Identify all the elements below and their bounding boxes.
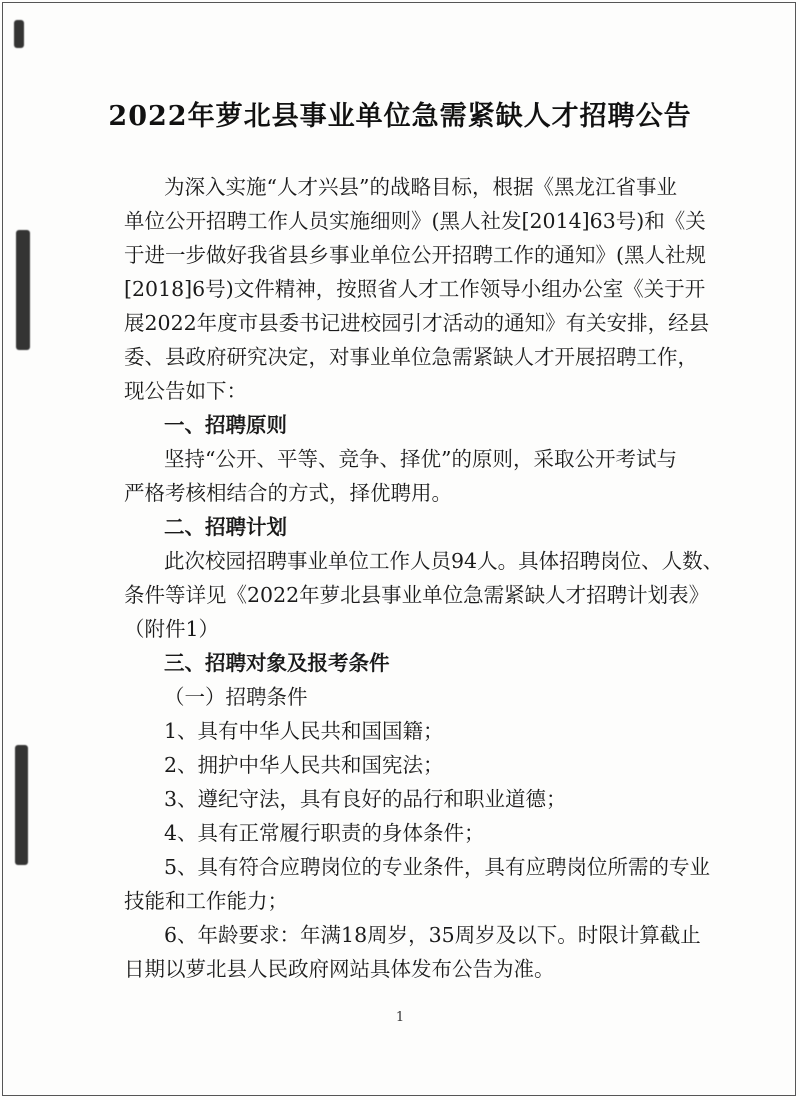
list-item: 2、拥护中华人民共和国宪法； — [164, 753, 444, 777]
list-item-continuation: 技能和工作能力； — [124, 889, 288, 913]
list-item: 5、具有符合应聘岗位的专业条件，具有应聘岗位所需的专业 — [164, 855, 711, 879]
page-number: 1 — [395, 1010, 405, 1025]
body-line: 为深入实施“人才兴县”的战略目标，根据《黑龙江省事业 — [164, 175, 677, 199]
body-line: 单位公开招聘工作人员实施细则》(黑人社发[2014]63号)和《关 — [124, 209, 706, 233]
scan-binding-mark — [14, 20, 24, 48]
list-item: 1、具有中华人民共和国国籍； — [164, 719, 444, 743]
scan-binding-mark — [15, 745, 28, 865]
document-title: 2022年萝北县事业单位急需紧缺人才招聘公告 — [108, 101, 692, 132]
body-line: 坚持“公开、平等、竞争、择优”的原则，采取公开考试与 — [164, 447, 677, 471]
body-line: 此次校园招聘事业单位工作人员94人。具体招聘岗位、人数、 — [164, 549, 724, 573]
body-line: 展2022年度市县委书记进校园引才活动的通知》有关安排，经县 — [124, 311, 710, 335]
body-line: （附件1） — [124, 617, 220, 641]
scan-binding-mark — [16, 230, 30, 350]
body-line: 严格考核相结合的方式，择优聘用。 — [124, 481, 452, 505]
list-item: 4、具有正常履行职责的身体条件； — [164, 821, 485, 845]
body-line: 于进一步做好我省县乡事业单位公开招聘工作的通知》(黑人社规 — [124, 243, 706, 267]
section-heading-plan: 二、招聘计划 — [164, 515, 287, 539]
section-heading-principles: 一、招聘原则 — [164, 413, 287, 437]
list-item: 3、遵纪守法，具有良好的品行和职业道德； — [164, 787, 567, 811]
body-line: [2018]6号)文件精神，按照省人才工作领导小组办公室《关于开 — [124, 277, 706, 301]
body-line: 委、县政府研究决定，对事业单位急需紧缺人才开展招聘工作， — [124, 345, 698, 369]
list-item: 6、年龄要求：年满18周岁，35周岁及以下。时限计算截止 — [164, 923, 701, 947]
subsection-heading: （一）招聘条件 — [164, 685, 308, 709]
section-heading-eligibility: 三、招聘对象及报考条件 — [164, 651, 390, 675]
body-line: 条件等详见《2022年萝北县事业单位急需紧缺人才招聘计划表》 — [124, 583, 710, 607]
list-item-continuation: 日期以萝北县人民政府网站具体发布公告为准。 — [124, 957, 555, 981]
body-line: 现公告如下： — [124, 379, 247, 403]
